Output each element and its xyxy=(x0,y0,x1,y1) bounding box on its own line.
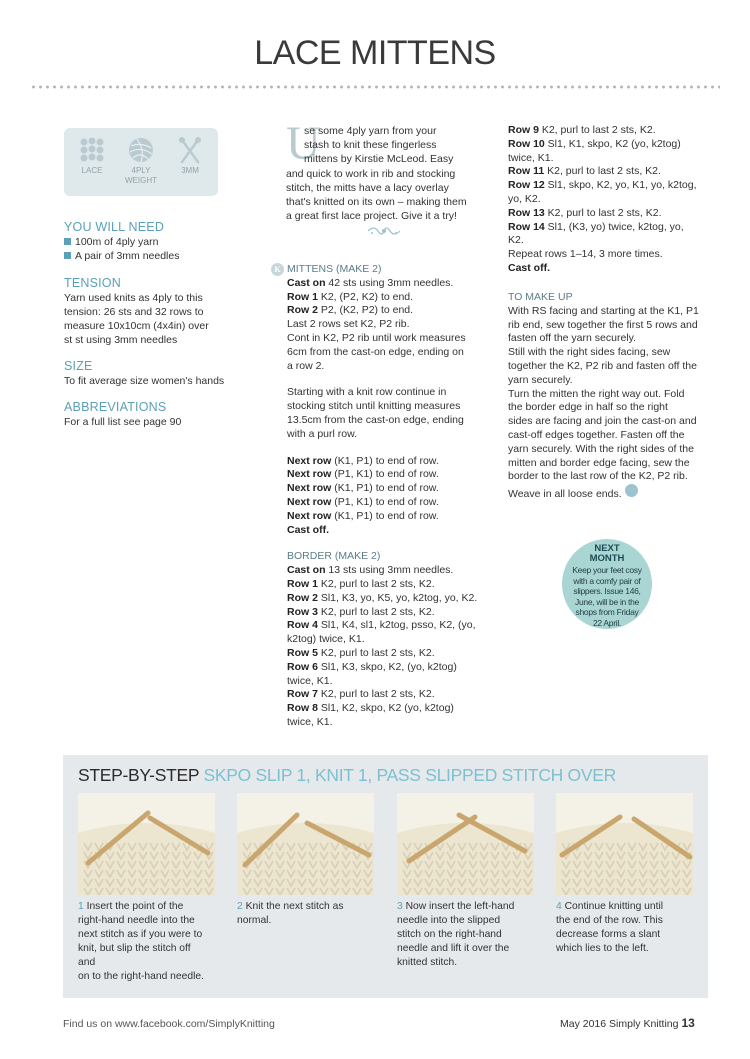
instruction-line: Row 6 Sl1, K3, skpo, K2, (yo, k2tog) xyxy=(287,660,457,673)
knitting-illustration xyxy=(397,793,534,895)
instruction-line: Next row (K1, P1) to end of row. xyxy=(287,509,439,522)
instruction-line: stocking stitch until knitting measures xyxy=(287,400,461,413)
instruction-line: Cast off. xyxy=(508,261,550,274)
list-item: 100m of 4ply yarn xyxy=(64,235,234,249)
tension-heading: TENSION xyxy=(64,276,121,290)
instruction-line: Row 13 K2, purl to last 2 sts, K2. xyxy=(508,206,662,219)
instruction-line: yo, K2. xyxy=(508,192,541,205)
step-by-step-panel xyxy=(63,755,708,998)
instruction-line: twice, K1. xyxy=(287,715,333,728)
instruction-line: Row 1 K2, purl to last 2 sts, K2. xyxy=(287,577,435,590)
abbreviations-text: For a full list see page 90 xyxy=(64,416,182,428)
footer-facebook-link[interactable]: Find us on www.facebook.com/SimplyKnitting xyxy=(63,1018,275,1030)
instruction-line: Last 2 rows set K2, P2 rib. xyxy=(287,318,410,331)
list-item: A pair of 3mm needles xyxy=(64,249,234,263)
to-make-up-section: TO MAKE UP With RS facing and starting at the K1, P1 rib end, sew together the first 5 rows and fasten off the yarn securely. Still with the right sides facing, sew together the K2, P2 rib and fasten off the yarn securely. Turn the mitten the right way out. Fold the border edge in half so the right sides are facing and join the cast-on and cast-off edges together. Fasten off the yarn securely. With the right sides of the mitten and border edge facing, sew the border to the last row of the K2, P2 rib. Weave in all loose ends. xyxy=(508,291,718,502)
step-3-photo xyxy=(397,793,534,895)
instruction-line: Next row (P1, K1) to end of row. xyxy=(287,495,439,508)
instruction-line: Row 9 K2, purl to last 2 sts, K2. xyxy=(508,124,656,136)
step-4-caption: 4 Continue knitting until the end of the row. This decrease forms a slant which lies to the left. xyxy=(556,901,664,954)
step-2-caption: 2 Knit the next stitch as normal. xyxy=(237,901,344,926)
needles-icon xyxy=(176,136,204,164)
instruction-line: K2. xyxy=(508,234,524,247)
step-4-photo xyxy=(556,793,693,895)
step-3-caption: 3 Now insert the left-hand needle into the slipped stitch on the right-hand needle and lift it over the knitted stitch. xyxy=(397,901,515,968)
drop-cap: U xyxy=(286,117,321,170)
badge-item-weight xyxy=(116,136,166,186)
abbreviations-heading: ABBREVIATIONS xyxy=(64,400,167,414)
page-number: 13 xyxy=(681,1016,695,1030)
size-heading: SIZE xyxy=(64,359,93,373)
knitting-illustration xyxy=(556,793,693,895)
footer-issue: May 2016 Simply Knitting 13 xyxy=(560,1016,695,1030)
instruction-line: twice, K1. xyxy=(287,674,333,687)
you-will-need-heading: YOU WILL NEED xyxy=(64,220,165,234)
instruction-line: 6cm from the cast-on edge, ending on xyxy=(287,345,464,358)
instruction-line: Row 5 K2, purl to last 2 sts, K2. xyxy=(287,646,435,659)
instruction-line: Cast off. xyxy=(287,523,329,536)
border-heading: BORDER (MAKE 2) xyxy=(287,550,381,563)
mittens-heading: MITTENS (MAKE 2) xyxy=(287,263,382,275)
instruction-line: Next row (P1, K1) to end of row. xyxy=(287,468,439,481)
instruction-line: Starting with a knit row continue in xyxy=(287,386,447,399)
instruction-line: Row 2 Sl1, K3, yo, K5, yo, k2tog, yo, K2. xyxy=(287,591,478,604)
instruction-line: Repeat rows 1–14, 3 more times. xyxy=(508,248,663,261)
end-mark-icon xyxy=(625,484,638,497)
instruction-line: twice, K1. xyxy=(508,151,554,164)
yarn-ball-icon xyxy=(127,136,155,164)
bullet-icon xyxy=(64,238,71,245)
step-1-caption: 1 Insert the point of the right-hand needle into the next stitch as if you were to knit, but slip the stitch off and on to the right-hand needle. xyxy=(78,901,204,982)
badge-label: 3MM xyxy=(181,166,199,175)
instruction-line: Row 11 K2, purl to last 2 sts, K2. xyxy=(508,165,661,178)
instruction-line: k2tog) twice, K1. xyxy=(287,633,365,646)
instruction-line: Row 1 K2, (P2, K2) to end. xyxy=(287,290,414,303)
instruction-line: Cast on 13 sts using 3mm needles. xyxy=(287,564,454,577)
knitting-illustration xyxy=(78,793,215,895)
to-make-up-heading: TO MAKE UP xyxy=(508,291,573,303)
next-month-bubble: NEXT MONTH Keep your feet cosy with a comfy pair of slippers. Issue 146, June, will be in the shops from Friday 22 April. xyxy=(562,539,652,629)
step-1-photo xyxy=(78,793,215,895)
instruction-line: Row 3 K2, purl to last 2 sts, K2. xyxy=(287,605,435,618)
flourish-icon xyxy=(366,224,402,238)
instruction-line: Next row (K1, P1) to end of row. xyxy=(287,454,439,467)
instruction-line: Row 7 K2, purl to last 2 sts, K2. xyxy=(287,688,435,701)
instruction-line: with a purl row. xyxy=(287,427,358,440)
size-text: To fit average size women's hands xyxy=(64,375,225,387)
step-by-step-title: STEP-BY-STEP SKPO SLIP 1, KNIT 1, PASS SLIPPED STITCH OVER xyxy=(78,765,616,785)
k-icon: K xyxy=(271,263,284,276)
badge-label: LACE xyxy=(81,166,103,175)
instruction-line: Cont in K2, P2 rib until work measures xyxy=(287,331,466,344)
project-badge xyxy=(64,128,218,196)
instruction-line: Row 10 Sl1, K1, skpo, K2 (yo, k2tog) xyxy=(508,137,681,150)
instruction-line: Row 2 P2, (K2, P2) to end. xyxy=(287,304,414,317)
intro-paragraph: se some 4ply yarn from your stash to knit these fingerless mittens by Kirstie McLeod. Easy and quick to work in rib and stocking stitch, the mitts have a lacy overlay that's knitted on its own – making them a great first lace project. Give it a try! xyxy=(286,125,467,223)
instruction-line: Next row (K1, P1) to end of row. xyxy=(287,482,439,495)
tension-text: Yarn used knits as 4ply to this tension: 26 sts and 32 rows to measure 10x10cm (4x4in) over st st using 3mm needles xyxy=(64,292,209,346)
mittens-section xyxy=(271,263,491,730)
knitting-illustration xyxy=(237,793,374,895)
you-will-need-list xyxy=(64,235,234,263)
instruction-line: a row 2. xyxy=(287,359,325,372)
step-2-photo xyxy=(237,793,374,895)
instruction-line: 13.5cm from the cast-on edge, ending xyxy=(287,413,464,426)
instruction-line: Row 14 Sl1, (K3, yo) twice, k2tog, yo, xyxy=(508,220,684,233)
badge-item-lace xyxy=(67,136,117,176)
lace-swatch-icon xyxy=(78,136,106,164)
page-title: LACE MITTENS xyxy=(254,34,496,72)
instruction-line: Cast on 42 sts using 3mm needles. xyxy=(287,276,454,289)
bullet-icon xyxy=(64,252,71,259)
instruction-line: Row 4 Sl1, K4, sl1, k2tog, psso, K2, (yo, xyxy=(287,619,476,632)
badge-label: 4PLY WEIGHT xyxy=(125,166,157,185)
instruction-line: Row 12 Sl1, skpo, K2, yo, K1, yo, k2tog, xyxy=(508,179,697,192)
dotted-divider xyxy=(30,84,720,90)
badge-item-needles xyxy=(165,136,215,176)
instruction-line: Row 8 Sl1, K2, skpo, K2 (yo, k2tog) xyxy=(287,702,454,715)
border-continued xyxy=(508,124,718,276)
